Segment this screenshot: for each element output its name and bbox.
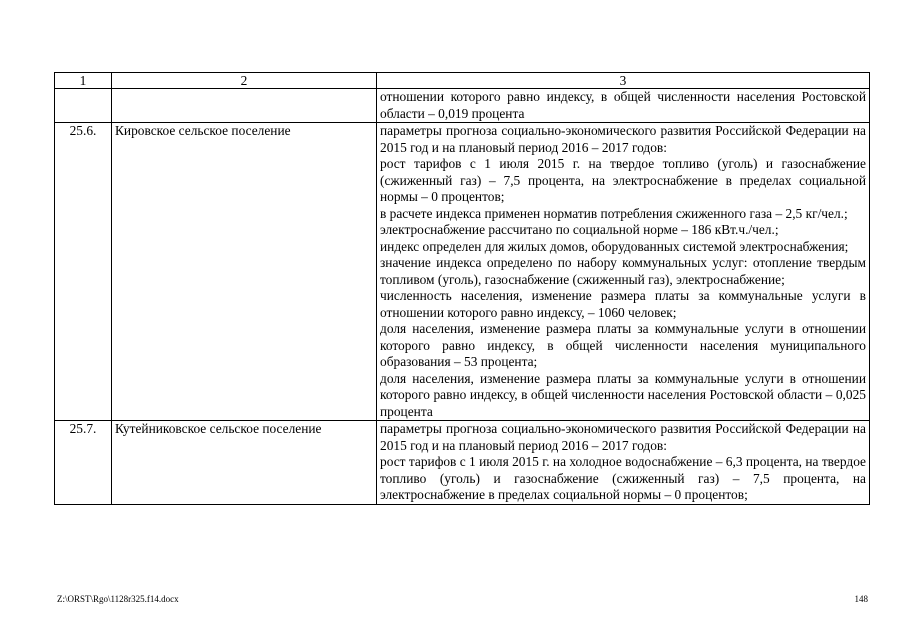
row-content-cell bbox=[377, 123, 870, 421]
row-content-cell bbox=[377, 421, 870, 505]
content-paragraph: численность населения, изменение размера платы за коммунальные услуги в отношении которого равно индексу, – 1060 человек; bbox=[380, 288, 866, 320]
content-paragraph: параметры прогноза социально-экономического развития Российской Федерации на 2015 год и на плановый период 2016 – 2017 годов: bbox=[380, 123, 866, 155]
header-cell-1: 1 bbox=[55, 73, 112, 89]
row-name-cell: Кутейниковское сельское поселение bbox=[112, 421, 377, 505]
table-row bbox=[55, 123, 870, 421]
header-cell-2: 2 bbox=[112, 73, 377, 89]
row-number-cell bbox=[55, 89, 112, 123]
table-row bbox=[55, 421, 870, 505]
content-paragraph: доля населения, изменение размера платы за коммунальные услуги в отношении которого равно индексу, в общей численности населения муниципального образования – 53 процента; bbox=[380, 321, 866, 369]
row-content-cell bbox=[377, 89, 870, 123]
content-paragraph: доля населения, изменение размера платы за коммунальные услуги в отношении которого равно индексу, в общей численности населения Ростовской области – 0,025 процента bbox=[380, 370, 866, 419]
row-number-cell: 25.7. bbox=[55, 421, 112, 505]
row-name-cell bbox=[112, 89, 377, 123]
content-paragraph: рост тарифов с 1 июля 2015 г. на холодное водоснабжение – 6,3 процента, на твердое топливо (уголь) и газоснабжение (сжиженный газ) – 7,5 процента, на электроснабжение в пределах социальной нормы – 0 процентов; bbox=[380, 454, 866, 502]
header-row bbox=[55, 73, 870, 89]
footer-file-path: Z:\ORST\Rgo\1128r325.f14.docx bbox=[57, 594, 179, 604]
header-cell-3: 3 bbox=[377, 73, 870, 89]
content-paragraph: электроснабжение рассчитано по социальной норме – 186 кВт.ч./чел.; bbox=[380, 222, 779, 237]
row-number-cell: 25.6. bbox=[55, 123, 112, 421]
row-name-cell: Кировское сельское поселение bbox=[112, 123, 377, 421]
continuation-row bbox=[55, 89, 870, 123]
content-paragraph: рост тарифов с 1 июля 2015 г. на твердое топливо (уголь) и газоснабжение (сжиженный газ) – 7,5 процента, на электроснабжение в пределах социальной нормы – 0 процентов; bbox=[380, 156, 866, 204]
data-table bbox=[54, 72, 870, 505]
content-paragraph: отношении которого равно индексу, в общей численности населения Ростовской области – 0,019 процента bbox=[380, 89, 866, 121]
content-paragraph: значение индекса определено по набору коммунальных услуг: отопление твердым топливом (уголь), газоснабжение (сжиженный газ), электроснабжение; bbox=[380, 255, 866, 287]
content-paragraph: в расчете индекса применен норматив потребления сжиженного газа – 2,5 кг/чел.; bbox=[380, 205, 848, 221]
content-paragraph: индекс определен для жилых домов, оборудованных системой электроснабжения; bbox=[380, 238, 849, 254]
page-number: 148 bbox=[854, 594, 868, 604]
content-paragraph: параметры прогноза социально-экономического развития Российской Федерации на 2015 год и на плановый период 2016 – 2017 годов: bbox=[380, 421, 866, 453]
